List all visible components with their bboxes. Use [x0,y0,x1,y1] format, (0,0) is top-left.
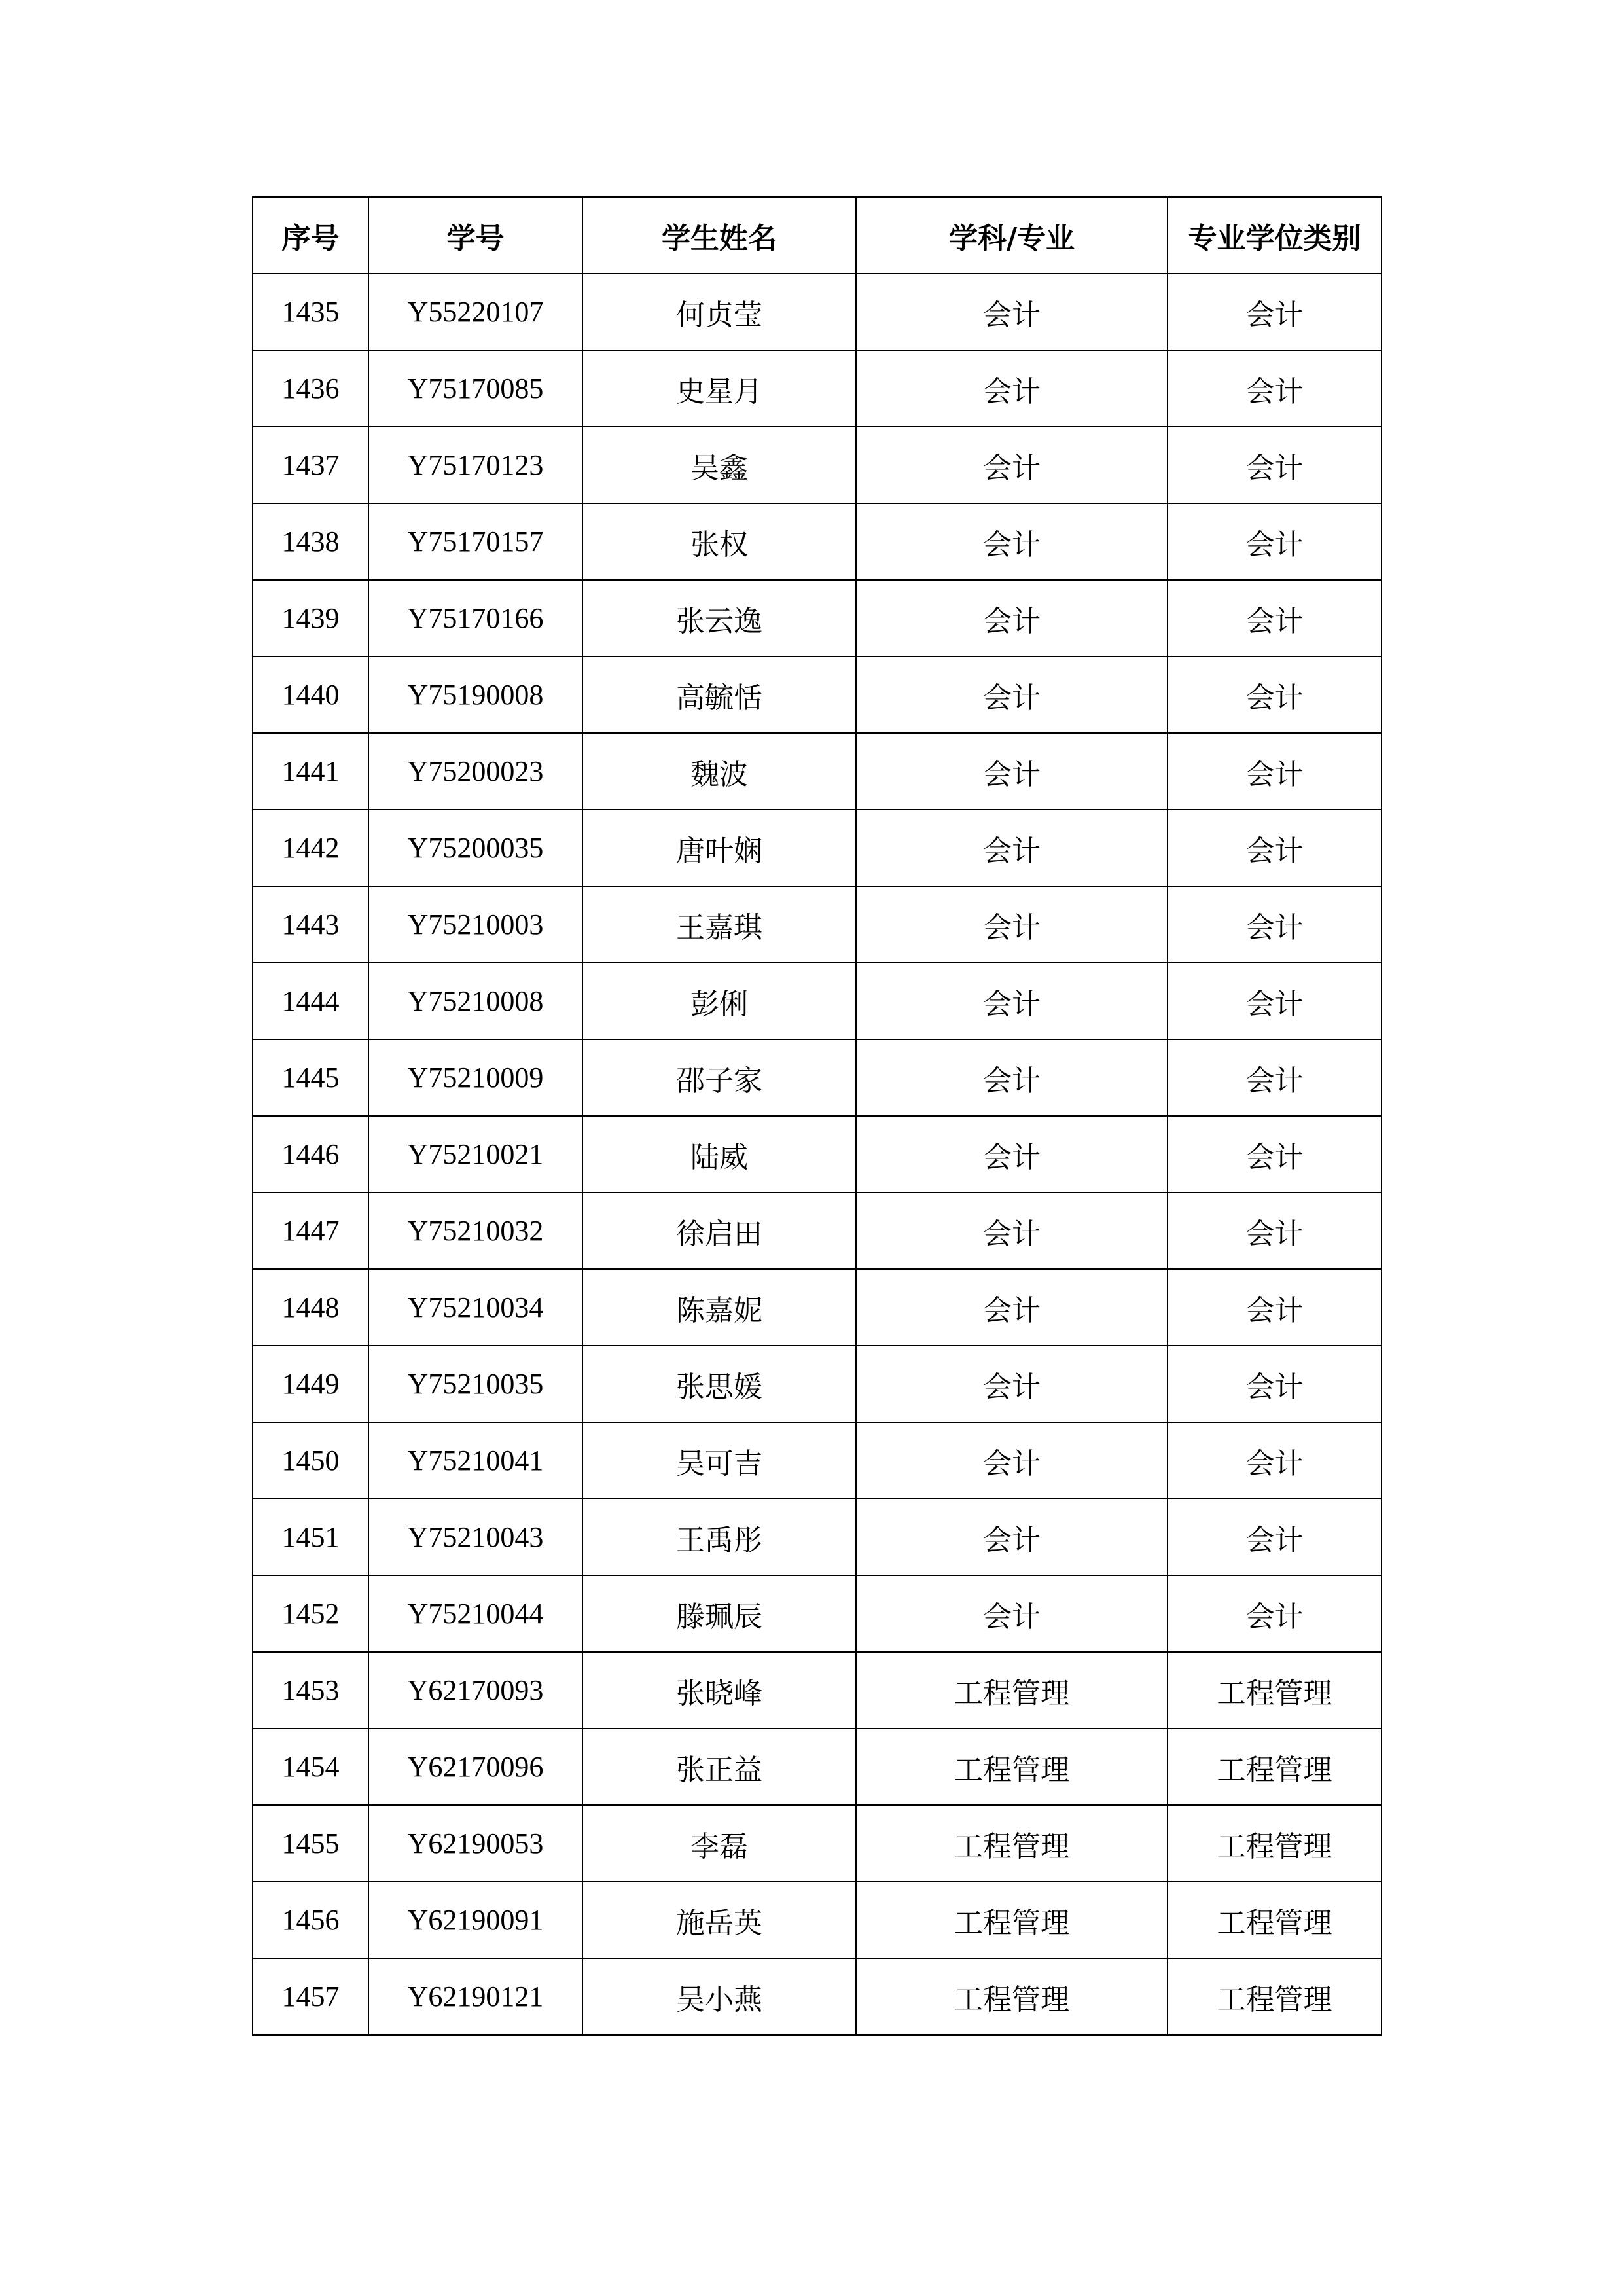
cell-degree-type: 会计 [1168,1575,1382,1652]
cell-discipline: 会计 [856,963,1168,1039]
cell-seq: 1445 [253,1039,368,1116]
cell-student-id: Y75170157 [368,503,582,580]
cell-student-id: Y75200035 [368,810,582,886]
table-body [253,274,1382,2035]
cell-seq: 1453 [253,1652,368,1729]
cell-seq: 1438 [253,503,368,580]
cell-seq: 1450 [253,1422,368,1499]
cell-degree-type: 会计 [1168,1116,1382,1193]
cell-seq: 1439 [253,580,368,656]
cell-degree-type: 会计 [1168,1499,1382,1575]
cell-student-name: 张权 [582,503,856,580]
cell-seq: 1451 [253,1499,368,1575]
cell-student-id: Y62190121 [368,1958,582,2035]
cell-student-name: 陈嘉妮 [582,1269,856,1346]
table-row [253,1269,1382,1346]
table-row [253,1039,1382,1116]
header-seq: 序号 [253,197,368,274]
cell-degree-type: 会计 [1168,350,1382,427]
table-row [253,1882,1382,1958]
table-row [253,1805,1382,1882]
cell-degree-type: 会计 [1168,1346,1382,1422]
cell-degree-type: 工程管理 [1168,1882,1382,1958]
cell-seq: 1449 [253,1346,368,1422]
cell-discipline: 会计 [856,1116,1168,1193]
table-row [253,1575,1382,1652]
cell-degree-type: 会计 [1168,963,1382,1039]
cell-student-id: Y75170123 [368,427,582,503]
cell-student-id: Y75210008 [368,963,582,1039]
cell-discipline: 会计 [856,1039,1168,1116]
table-row [253,810,1382,886]
table-row [253,350,1382,427]
cell-student-name: 魏波 [582,733,856,810]
table-row [253,1499,1382,1575]
cell-discipline: 会计 [856,503,1168,580]
cell-student-name: 张思媛 [582,1346,856,1422]
table-row [253,1422,1382,1499]
cell-discipline: 会计 [856,1193,1168,1269]
header-student-name: 学生姓名 [582,197,856,274]
cell-discipline: 工程管理 [856,1805,1168,1882]
cell-student-id: Y55220107 [368,274,582,350]
cell-student-id: Y62170096 [368,1729,582,1805]
cell-student-name: 吴鑫 [582,427,856,503]
cell-student-id: Y75210032 [368,1193,582,1269]
cell-seq: 1457 [253,1958,368,2035]
cell-degree-type: 会计 [1168,274,1382,350]
cell-student-name: 陆威 [582,1116,856,1193]
cell-seq: 1447 [253,1193,368,1269]
cell-student-name: 张晓峰 [582,1652,856,1729]
cell-student-name: 吴小燕 [582,1958,856,2035]
cell-discipline: 工程管理 [856,1729,1168,1805]
cell-student-id: Y75170085 [368,350,582,427]
cell-student-name: 张正益 [582,1729,856,1805]
table-row [253,1958,1382,2035]
cell-student-id: Y75170166 [368,580,582,656]
cell-seq: 1435 [253,274,368,350]
cell-student-id: Y75210044 [368,1575,582,1652]
table-row [253,733,1382,810]
cell-discipline: 会计 [856,427,1168,503]
cell-discipline: 会计 [856,886,1168,963]
table-row [253,1193,1382,1269]
cell-discipline: 工程管理 [856,1958,1168,2035]
cell-student-name: 施岳英 [582,1882,856,1958]
cell-student-name: 唐叶娴 [582,810,856,886]
cell-degree-type: 会计 [1168,503,1382,580]
cell-student-id: Y62190053 [368,1805,582,1882]
cell-student-id: Y75210021 [368,1116,582,1193]
table-row [253,580,1382,656]
cell-student-name: 吴可吉 [582,1422,856,1499]
table-row [253,1346,1382,1422]
cell-degree-type: 工程管理 [1168,1805,1382,1882]
cell-discipline: 会计 [856,1346,1168,1422]
header-degree-type: 专业学位类别 [1168,197,1382,274]
table-row [253,1116,1382,1193]
cell-seq: 1442 [253,810,368,886]
cell-seq: 1446 [253,1116,368,1193]
cell-seq: 1444 [253,963,368,1039]
cell-seq: 1448 [253,1269,368,1346]
cell-degree-type: 工程管理 [1168,1958,1382,2035]
cell-discipline: 会计 [856,733,1168,810]
cell-discipline: 工程管理 [856,1882,1168,1958]
cell-student-id: Y75210041 [368,1422,582,1499]
header-student-id: 学号 [368,197,582,274]
cell-seq: 1440 [253,656,368,733]
cell-discipline: 会计 [856,1499,1168,1575]
cell-discipline: 工程管理 [856,1652,1168,1729]
header-row [253,197,1382,274]
cell-student-id: Y75200023 [368,733,582,810]
cell-degree-type: 会计 [1168,1039,1382,1116]
cell-degree-type: 会计 [1168,733,1382,810]
cell-student-id: Y75210009 [368,1039,582,1116]
cell-student-id: Y75190008 [368,656,582,733]
cell-student-id: Y62190091 [368,1882,582,1958]
cell-seq: 1443 [253,886,368,963]
cell-degree-type: 会计 [1168,1422,1382,1499]
cell-student-name: 何贞莹 [582,274,856,350]
cell-student-name: 李磊 [582,1805,856,1882]
cell-student-name: 邵子家 [582,1039,856,1116]
cell-seq: 1455 [253,1805,368,1882]
cell-seq: 1436 [253,350,368,427]
header-discipline: 学科/专业 [856,197,1168,274]
table-row [253,963,1382,1039]
cell-student-name: 高毓恬 [582,656,856,733]
cell-discipline: 会计 [856,810,1168,886]
cell-student-name: 徐启田 [582,1193,856,1269]
cell-discipline: 会计 [856,1575,1168,1652]
student-list-table [252,196,1382,2036]
cell-degree-type: 会计 [1168,810,1382,886]
cell-degree-type: 会计 [1168,427,1382,503]
cell-discipline: 会计 [856,274,1168,350]
cell-student-id: Y75210034 [368,1269,582,1346]
cell-degree-type: 会计 [1168,1193,1382,1269]
table-header [253,197,1382,274]
cell-student-id: Y62170093 [368,1652,582,1729]
cell-degree-type: 会计 [1168,656,1382,733]
cell-seq: 1452 [253,1575,368,1652]
cell-student-name: 张云逸 [582,580,856,656]
cell-student-name: 王禹彤 [582,1499,856,1575]
cell-seq: 1454 [253,1729,368,1805]
table-row [253,503,1382,580]
table-row [253,274,1382,350]
cell-student-name: 彭俐 [582,963,856,1039]
cell-student-id: Y75210035 [368,1346,582,1422]
cell-student-name: 王嘉琪 [582,886,856,963]
cell-degree-type: 会计 [1168,580,1382,656]
cell-student-name: 滕珮辰 [582,1575,856,1652]
cell-discipline: 会计 [856,580,1168,656]
table-row [253,1652,1382,1729]
cell-seq: 1456 [253,1882,368,1958]
cell-discipline: 会计 [856,656,1168,733]
cell-discipline: 会计 [856,1269,1168,1346]
table-row [253,1729,1382,1805]
table-row [253,886,1382,963]
cell-student-id: Y75210003 [368,886,582,963]
cell-seq: 1437 [253,427,368,503]
cell-discipline: 会计 [856,350,1168,427]
cell-seq: 1441 [253,733,368,810]
table-row [253,656,1382,733]
cell-student-id: Y75210043 [368,1499,582,1575]
cell-discipline: 会计 [856,1422,1168,1499]
cell-degree-type: 工程管理 [1168,1729,1382,1805]
cell-degree-type: 工程管理 [1168,1652,1382,1729]
cell-degree-type: 会计 [1168,886,1382,963]
cell-student-name: 史星月 [582,350,856,427]
table-row [253,427,1382,503]
cell-degree-type: 会计 [1168,1269,1382,1346]
